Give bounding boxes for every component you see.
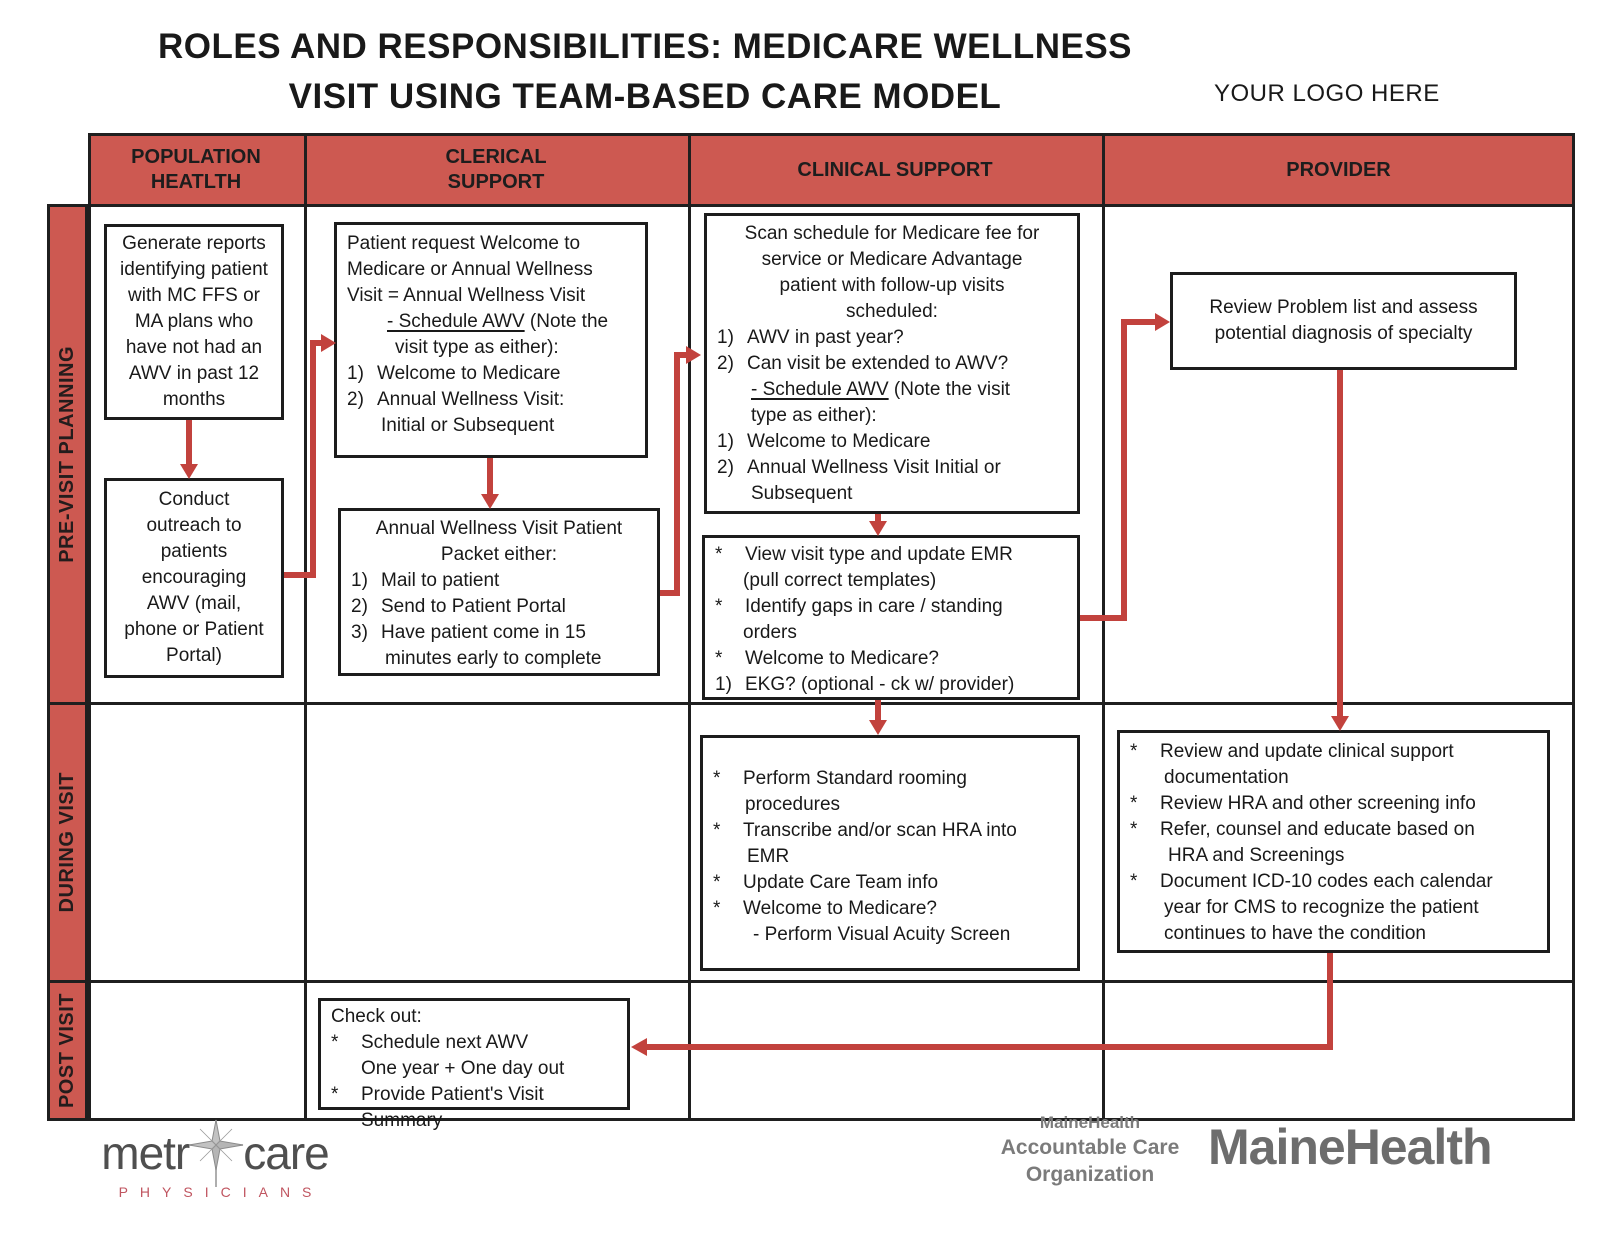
text-line	[331, 1082, 617, 1134]
text-line	[1130, 843, 1537, 869]
line-text: - Schedule AWV (Note the visit	[751, 379, 1011, 400]
text-line	[1130, 739, 1537, 765]
text-line	[111, 487, 277, 513]
arrow-reports-to-outreach-shaft	[186, 420, 192, 466]
list-marker: *	[1130, 871, 1138, 892]
list-marker: 1)	[717, 327, 734, 348]
arrow-packet-to-scan-seg2	[674, 352, 680, 596]
line-text: orders	[743, 622, 797, 643]
column-header-text: POPULATION	[131, 146, 261, 168]
page-title	[130, 22, 1160, 121]
row-label-text: PRE-VISIT PLANNING	[56, 346, 78, 563]
list-marker: 1)	[351, 570, 368, 591]
text-line	[351, 620, 647, 646]
grid-line-col3	[1102, 133, 1105, 1121]
text-line	[717, 299, 1067, 325]
text-line	[351, 646, 647, 672]
line-text: Can visit be extended to AWV?	[747, 353, 1009, 374]
list-marker: 1)	[715, 674, 732, 695]
list-marker: *	[715, 648, 723, 669]
grid-line-col2	[688, 133, 691, 1121]
text-line	[331, 1004, 617, 1030]
text-line	[713, 766, 1067, 792]
list-marker: *	[713, 820, 721, 841]
box-view-visit-type-update-emr	[702, 535, 1080, 700]
grid-line-row2-bottom	[88, 980, 1575, 983]
list-marker: 1)	[347, 363, 364, 384]
text-line	[351, 516, 647, 542]
line-text: Perform Standard rooming	[743, 768, 967, 789]
line-text: service or Medicare Advantage	[761, 249, 1023, 270]
text-line	[1130, 817, 1537, 843]
column-header-population-health	[88, 133, 304, 207]
text-line	[111, 335, 277, 361]
text-line	[717, 455, 1067, 481]
text-line	[717, 273, 1067, 299]
grid-line-col1	[304, 133, 307, 1121]
text-line	[717, 377, 1067, 403]
arrow-provider-to-checkout-seg1	[1327, 953, 1333, 1050]
page-title-line2: VISIT USING TEAM-BASED CARE MODEL	[288, 76, 1002, 116]
metrocare-logo	[80, 1118, 350, 1200]
box-text: Review Problem list and assess potential diagnosis of specialty	[1209, 297, 1478, 344]
line-text: with MC FFS or	[128, 285, 260, 306]
arrow-scan-to-emr-head	[869, 521, 887, 536]
line-text: Mail to patient	[381, 570, 500, 591]
text-line	[331, 1056, 617, 1082]
line-text: MA plans who	[134, 311, 254, 332]
logo-placeholder: YOUR LOGO HERE	[1214, 80, 1440, 107]
list-marker: 2)	[347, 389, 364, 410]
line-text: AWV (mail,	[146, 593, 242, 614]
text-line	[347, 309, 635, 335]
list-marker: *	[713, 768, 721, 789]
text-line	[717, 403, 1067, 429]
line-text: Welcome to Medicare	[747, 431, 931, 452]
text-line	[347, 335, 635, 361]
line-text: procedures	[745, 794, 841, 815]
text-line	[111, 539, 277, 565]
box-scan-schedule	[704, 213, 1080, 514]
text-line	[351, 568, 647, 594]
text-line	[111, 231, 277, 257]
list-marker: 2)	[717, 353, 734, 374]
mainehealth-logo: MaineHealth	[1208, 1119, 1492, 1175]
text-line	[347, 231, 635, 257]
mainehealth-aco-logo	[983, 1112, 1197, 1189]
arrow-reports-to-outreach-head	[180, 464, 198, 479]
text-line	[713, 844, 1067, 870]
list-marker: 2)	[351, 596, 368, 617]
line-text: have not had an	[125, 337, 263, 358]
metrocare-word-right: care	[243, 1127, 329, 1179]
row-label-text: DURING VISIT	[56, 772, 78, 913]
list-marker: *	[713, 898, 721, 919]
arrow-packet-to-scan-head	[686, 346, 701, 364]
line-text: patients	[160, 541, 228, 562]
text-line	[717, 325, 1067, 351]
text-line	[347, 283, 635, 309]
text-line	[111, 513, 277, 539]
arrow-provider-to-checkout-seg2	[645, 1044, 1333, 1050]
line-text: Document ICD-10 codes each calendar	[1160, 871, 1493, 892]
line-text: Patient request Welcome to	[347, 233, 581, 254]
line-text: Review HRA and other screening info	[1160, 793, 1476, 814]
line-text: Welcome to Medicare	[377, 363, 561, 384]
underlined-text: - Schedule AWV	[751, 379, 889, 400]
text-line	[1130, 791, 1537, 817]
text-line	[715, 620, 1067, 646]
column-header-clinical-support	[688, 133, 1102, 207]
line-text: Generate reports	[122, 233, 266, 254]
line-text: visit type as either):	[395, 337, 559, 358]
column-header-text: SUPPORT	[447, 171, 545, 193]
text-line	[713, 870, 1067, 896]
column-header-text: CLERICAL	[445, 146, 547, 168]
text-line	[713, 792, 1067, 818]
line-text: Review and update clinical support	[1160, 741, 1454, 762]
text-line	[111, 283, 277, 309]
text-line	[347, 387, 635, 413]
line-text: Annual Wellness Visit Initial or	[747, 457, 1001, 478]
box-rooming-procedures	[700, 735, 1080, 971]
row-label-post-visit	[47, 980, 88, 1121]
column-header-clerical-support	[304, 133, 688, 207]
aco-line1: MaineHealth	[1039, 1113, 1141, 1132]
line-text: EKG? (optional - ck w/ provider)	[745, 674, 1015, 695]
line-text: continues to have the condition	[1164, 923, 1426, 944]
line-text: View visit type and update EMR	[745, 544, 1013, 565]
box-generate-reports	[104, 224, 284, 420]
text-line	[715, 646, 1067, 672]
line-text: Conduct	[158, 489, 230, 510]
text-line	[331, 1030, 617, 1056]
line-text: AWV in past 12	[128, 363, 260, 384]
text-line	[111, 565, 277, 591]
text-line	[111, 643, 277, 669]
line-text: EMR	[747, 846, 790, 867]
line-text: Subsequent	[751, 483, 853, 504]
text-line	[1130, 895, 1537, 921]
metrocare-wordmark	[80, 1118, 350, 1188]
grid-line-left	[88, 133, 91, 1121]
text-line	[715, 594, 1067, 620]
line-text: Visit = Annual Wellness Visit	[347, 285, 586, 306]
text-line	[717, 481, 1067, 507]
text-line	[717, 247, 1067, 273]
text-line	[717, 221, 1067, 247]
text-line	[715, 672, 1067, 698]
row-label-text: POST VISIT	[56, 992, 78, 1109]
box-patient-request	[334, 222, 648, 458]
line-text: (pull correct templates)	[743, 570, 937, 591]
arrow-request-to-packet-head	[481, 494, 499, 509]
line-text: - Perform Visual Acuity Screen	[753, 924, 1011, 945]
line-text: Transcribe and/or scan HRA into	[743, 820, 1017, 841]
box-conduct-outreach	[104, 478, 284, 678]
arrow-emr-to-review-seg2	[1121, 319, 1127, 621]
list-marker: *	[331, 1084, 339, 1105]
line-text: Have patient come in 15	[381, 622, 586, 643]
line-text: encouraging	[141, 567, 247, 588]
text-line	[347, 361, 635, 387]
line-text: months	[162, 389, 226, 410]
line-text: type as either):	[751, 405, 877, 426]
text-line	[713, 818, 1067, 844]
arrow-emr-to-review-head	[1155, 313, 1170, 331]
line-text: year for CMS to recognize the patient	[1164, 897, 1479, 918]
line-text: One year + One day out	[361, 1058, 565, 1079]
underlined-text: - Schedule AWV	[387, 311, 525, 332]
box-provider-during-visit	[1117, 730, 1550, 953]
list-marker: 1)	[717, 431, 734, 452]
column-header-text: CLINICAL SUPPORT	[797, 158, 993, 181]
grid-line-right	[1572, 133, 1575, 1121]
box-awv-patient-packet	[338, 508, 660, 676]
line-text: minutes early to complete	[385, 648, 602, 669]
row-label-during-visit	[47, 702, 88, 983]
line-text: Scan schedule for Medicare fee for	[744, 223, 1040, 244]
line-text: Identify gaps in care / standing	[745, 596, 1003, 617]
arrow-emr-to-rooming-shaft	[875, 700, 881, 722]
line-text: Packet either:	[440, 544, 558, 565]
list-marker: *	[1130, 741, 1138, 762]
text-line	[713, 896, 1067, 922]
aco-line2: Accountable Care	[1000, 1136, 1180, 1160]
arrow-request-to-packet-shaft	[487, 458, 493, 496]
box-review-problem-list	[1170, 272, 1517, 370]
text-line	[1130, 869, 1537, 895]
line-text: Annual Wellness Visit:	[377, 389, 565, 410]
arrow-review-to-provider-head	[1331, 716, 1349, 731]
line-text: documentation	[1164, 767, 1289, 788]
text-line	[717, 429, 1067, 455]
line-text: Initial or Subsequent	[381, 415, 555, 436]
text-line	[347, 413, 635, 439]
line-text: Welcome to Medicare?	[743, 898, 937, 919]
list-marker: *	[331, 1032, 339, 1053]
line-text: Welcome to Medicare?	[745, 648, 939, 669]
arrow-emr-to-rooming-head	[869, 720, 887, 735]
list-marker: 2)	[717, 457, 734, 478]
list-marker: 3)	[351, 622, 368, 643]
line-text: phone or Patient	[124, 619, 264, 640]
line-text: HRA and Screenings	[1168, 845, 1345, 866]
list-marker: *	[1130, 793, 1138, 814]
arrow-emr-to-review-seg3	[1121, 319, 1157, 325]
text-line	[1130, 765, 1537, 791]
line-text: AWV in past year?	[747, 327, 904, 348]
text-line	[715, 568, 1067, 594]
line-text: Update Care Team info	[743, 872, 939, 893]
arrow-provider-to-checkout-head	[631, 1038, 647, 1056]
line-text: Portal)	[166, 645, 222, 666]
column-header-text: HEATLTH	[150, 171, 242, 193]
line-text: patient with follow-up visits	[779, 275, 1005, 296]
text-line	[111, 361, 277, 387]
line-text: - Schedule AWV (Note the	[387, 311, 609, 332]
line-text: outreach to	[146, 515, 242, 536]
text-line	[713, 922, 1067, 948]
arrow-review-to-provider-shaft	[1337, 370, 1343, 718]
text-line	[715, 542, 1067, 568]
metrocare-physicians-text: PHYSICIANS	[118, 1184, 324, 1200]
line-text: Provide Patient's Visit Summary	[361, 1084, 544, 1131]
text-line	[1130, 921, 1537, 947]
line-text: Medicare or Annual Wellness	[347, 259, 593, 280]
arrow-outreach-to-request-seg2	[310, 340, 316, 578]
text-line	[111, 387, 277, 413]
text-line	[111, 591, 277, 617]
text-line	[111, 257, 277, 283]
aco-line3: Organization	[1025, 1163, 1155, 1187]
text-line	[347, 257, 635, 283]
list-marker: *	[713, 872, 721, 893]
list-marker: *	[1130, 819, 1138, 840]
list-marker: *	[715, 596, 723, 617]
column-header-provider	[1102, 133, 1575, 207]
list-marker: *	[715, 544, 723, 565]
compass-star-icon	[187, 1118, 245, 1188]
text-line	[111, 617, 277, 643]
row-label-pre-visit-planning	[47, 204, 88, 705]
line-text: Annual Wellness Visit Patient	[375, 518, 623, 539]
text-line	[351, 594, 647, 620]
page-title-line1: ROLES AND RESPONSIBILITIES: MEDICARE WELLNESS	[157, 27, 1133, 66]
arrow-emr-to-review-seg1	[1080, 615, 1126, 621]
arrow-outreach-to-request-head	[321, 334, 336, 352]
line-text: Refer, counsel and educate based on	[1160, 819, 1475, 840]
line-text: Send to Patient Portal	[381, 596, 566, 617]
line-text: Check out:	[331, 1006, 422, 1027]
line-text: Schedule next AWV	[361, 1032, 529, 1053]
column-header-text: PROVIDER	[1286, 158, 1391, 181]
box-check-out	[318, 998, 630, 1131]
text-line	[111, 309, 277, 335]
text-line	[351, 542, 647, 568]
grid-line-row1-bottom	[88, 702, 1575, 705]
text-line	[717, 351, 1067, 377]
metrocare-word-left: metr	[101, 1127, 190, 1179]
line-text: identifying patient	[120, 259, 268, 280]
line-text: scheduled:	[846, 301, 938, 322]
